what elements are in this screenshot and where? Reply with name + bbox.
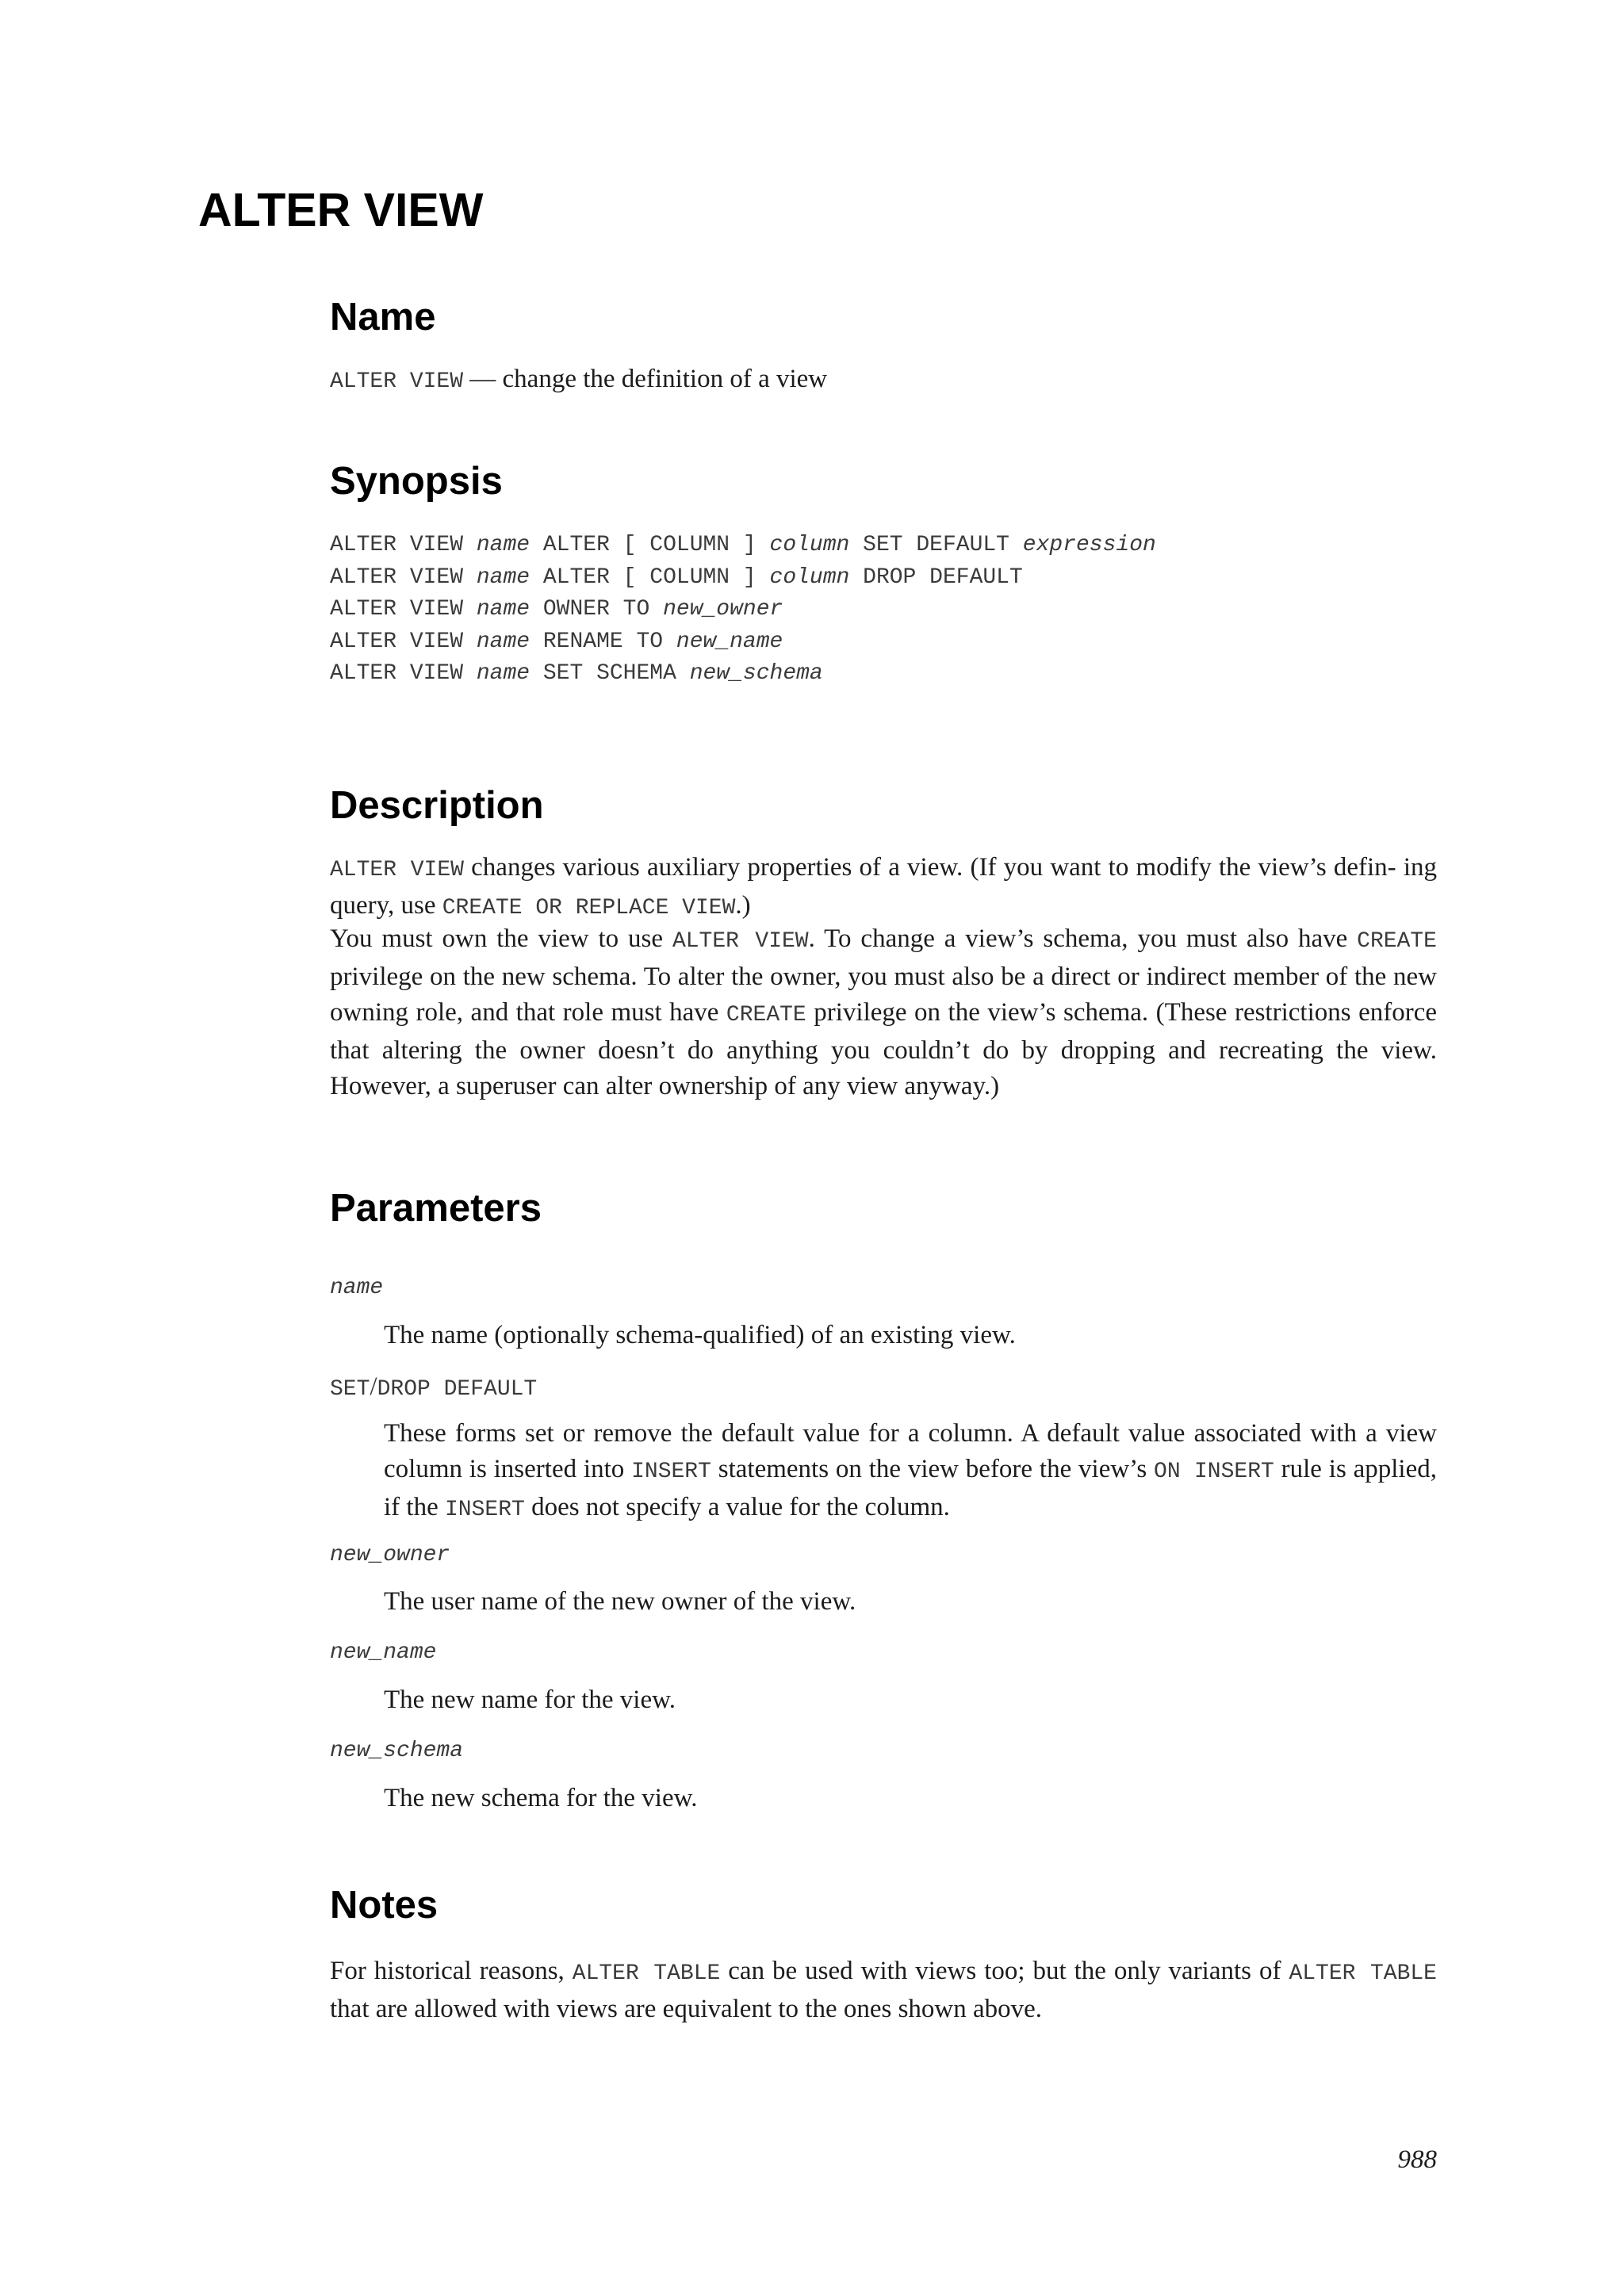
synopsis-keyword: DROP DEFAULT: [849, 564, 1023, 590]
term-set: SET: [330, 1377, 370, 1402]
command-summary: — change the definition of a view: [463, 365, 828, 393]
param-term-name: name: [330, 1276, 384, 1300]
synopsis-placeholder: name: [476, 661, 530, 686]
param-def-new-schema: The new schema for the view.: [384, 1784, 698, 1812]
term-slash: /: [370, 1372, 377, 1401]
param-def-new-name: The new name for the view.: [384, 1686, 676, 1714]
param-term-set-drop-default: [330, 1371, 537, 1406]
synopsis-placeholder: name: [476, 564, 530, 590]
synopsis-keyword: SET DEFAULT: [849, 533, 1023, 557]
code-create: CREATE: [1357, 929, 1437, 954]
synopsis-keyword: ALTER VIEW: [330, 597, 477, 622]
description-heading: Description: [330, 784, 544, 827]
code-on-insert: ON INSERT: [1154, 1460, 1274, 1484]
code-alter-view: ALTER VIEW: [330, 858, 464, 882]
notes-text: that are allowed with views are equivalent to the ones shown above.: [330, 1995, 1043, 2023]
description-paragraph-2: [330, 921, 1437, 1104]
synopsis-line: [330, 562, 1156, 595]
param-term-new-owner: new_owner: [330, 1543, 450, 1567]
param-term-new-name: new_name: [330, 1640, 437, 1665]
def-text: statements on the view before the view’s: [710, 1455, 1155, 1483]
def-text: These forms set or remove the default value for a column. A default value associated with a view column is inserted into: [384, 1419, 1437, 1483]
synopsis-placeholder: column: [769, 533, 850, 557]
parameters-heading: Parameters: [330, 1187, 542, 1230]
notes-paragraph: [330, 1954, 1437, 2027]
synopsis-placeholder: new_schema: [689, 661, 823, 686]
notes-text: For historical reasons,: [330, 1957, 573, 1985]
synopsis-keyword: ALTER VIEW: [330, 629, 477, 654]
synopsis-line: [330, 658, 1156, 691]
code-create-or-replace-view: CREATE OR REPLACE VIEW: [442, 896, 736, 920]
command-name: ALTER VIEW: [330, 369, 464, 394]
description-text: . To change a view’s schema, you must also have: [808, 924, 1358, 953]
description-paragraph-1: [330, 850, 1437, 926]
synopsis-keyword: ALTER VIEW: [330, 564, 477, 590]
synopsis-placeholder: column: [769, 564, 850, 590]
description-text: privilege on the view’s schema. (These restrictions enforce that altering the owner doesn’t do anything you couldn’t do by dropping and recreating the view. However, a superuser can alter ownership of any view anyway.): [330, 998, 1437, 1100]
synopsis-keyword: RENAME TO: [530, 629, 676, 654]
def-text: rule is applied, if the: [384, 1455, 1437, 1521]
code-alter-view: ALTER VIEW: [672, 929, 809, 954]
param-term-new-schema: new_schema: [330, 1739, 464, 1763]
code-insert: INSERT: [444, 1498, 525, 1522]
synopsis-keyword: SET SCHEMA: [530, 661, 690, 686]
name-summary: [330, 362, 1437, 400]
term-drop-default: DROP DEFAULT: [377, 1377, 538, 1402]
param-def-set-drop-default: [384, 1416, 1437, 1528]
synopsis-keyword: OWNER TO: [530, 597, 664, 622]
def-text: does not specify a value for the column.: [524, 1493, 950, 1521]
param-def-name: The name (optionally schema-qualified) of an existing view.: [384, 1321, 1016, 1349]
synopsis-line: [330, 594, 1156, 626]
synopsis-heading: Synopsis: [330, 460, 503, 503]
synopsis-placeholder: new_owner: [663, 597, 783, 622]
synopsis-placeholder: name: [476, 629, 530, 654]
synopsis-block: [330, 530, 1156, 691]
synopsis-placeholder: name: [476, 533, 530, 557]
name-heading: Name: [330, 296, 436, 339]
synopsis-placeholder: new_name: [676, 629, 783, 654]
code-insert: INSERT: [631, 1460, 711, 1484]
notes-heading: Notes: [330, 1884, 439, 1927]
synopsis-placeholder: name: [476, 597, 530, 622]
synopsis-placeholder: expression: [1022, 533, 1156, 557]
notes-text: can be used with views too; but the only variants of: [720, 1957, 1289, 1985]
code-alter-table: ALTER TABLE: [1289, 1961, 1437, 1986]
synopsis-keyword: ALTER VIEW: [330, 533, 477, 557]
synopsis-keyword: ALTER VIEW: [330, 661, 477, 686]
page-number: 988: [1397, 2145, 1437, 2174]
description-text: changes various auxiliary properties of a view. (If you want to modify the view’s defin- ing query, use: [330, 853, 1438, 920]
param-def-new-owner: The user name of the new owner of the view.: [384, 1587, 856, 1616]
code-alter-table: ALTER TABLE: [572, 1961, 721, 1986]
synopsis-line: [330, 530, 1156, 562]
description-text: .): [735, 891, 751, 920]
synopsis-line: [330, 626, 1156, 659]
page-title: ALTER VIEW: [198, 184, 484, 236]
description-text: privilege on the new schema. To alter the owner, you must also be a direct or indirect member of the new owning role, and that role must have: [330, 962, 1437, 1027]
synopsis-keyword: ALTER [ COLUMN ]: [530, 533, 770, 557]
code-create: CREATE: [726, 1003, 806, 1027]
synopsis-keyword: ALTER [ COLUMN ]: [530, 564, 770, 590]
description-text: You must own the view to use: [330, 924, 672, 953]
